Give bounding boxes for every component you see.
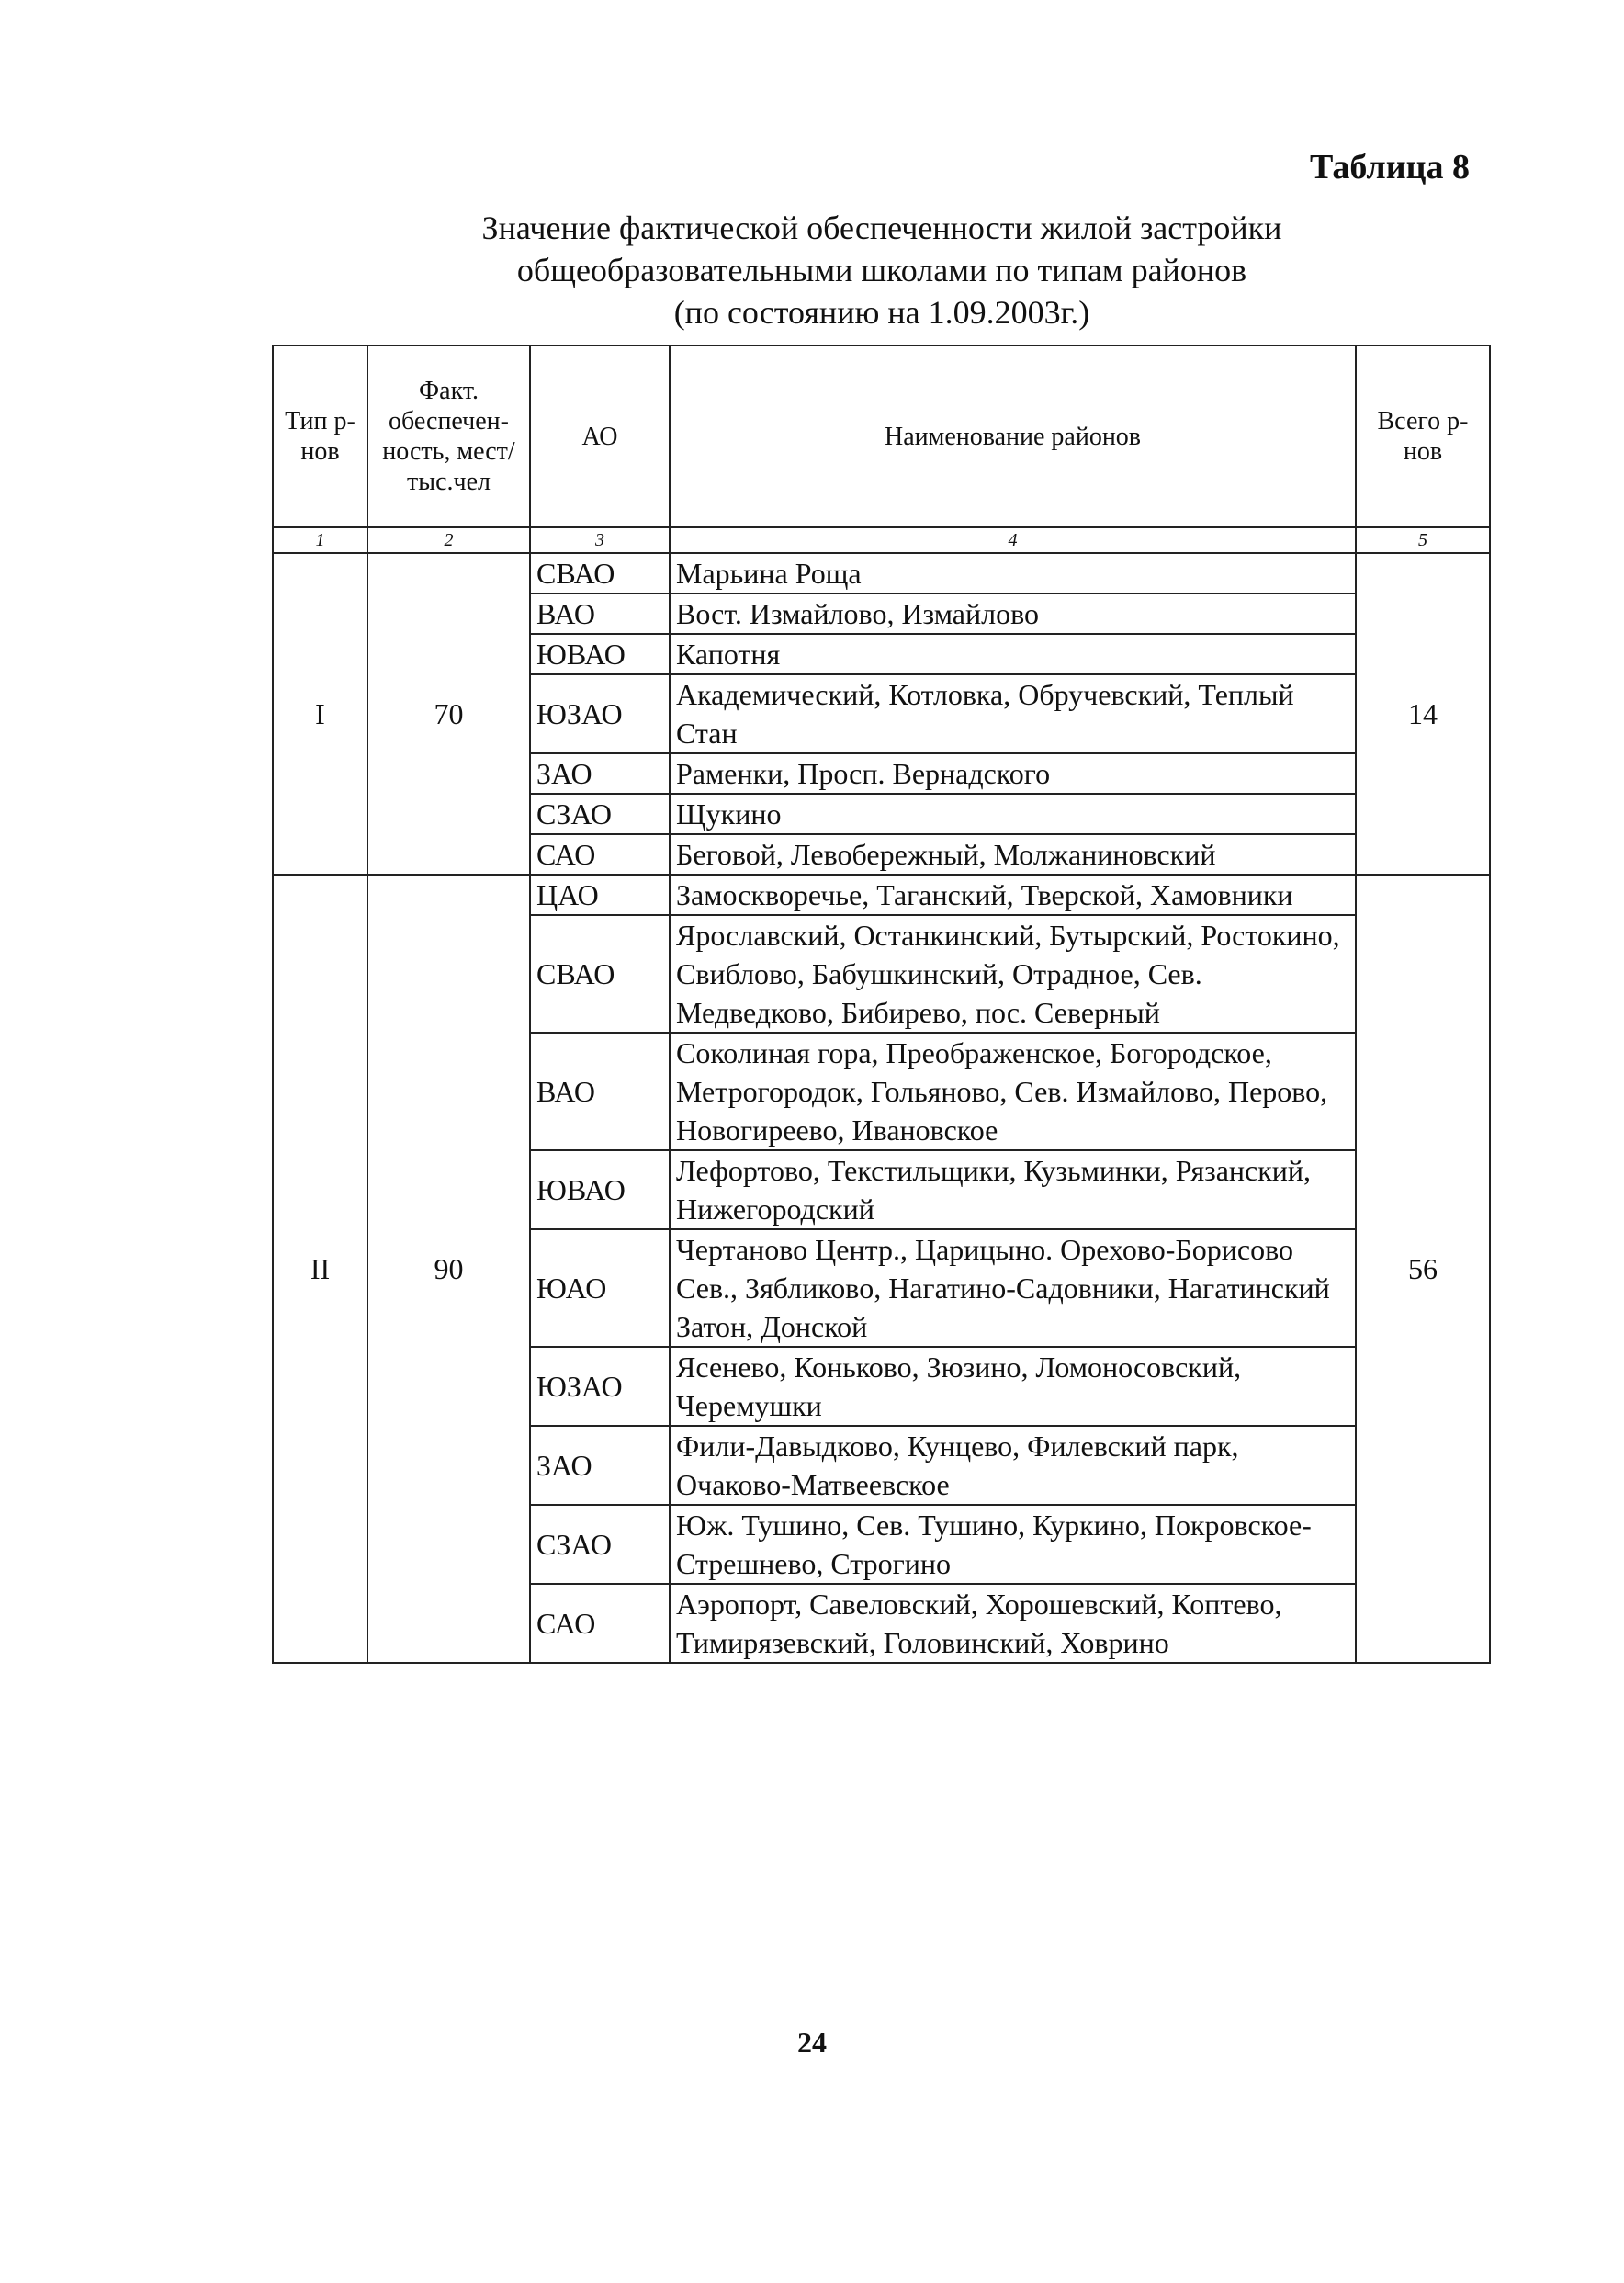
- ao-cell: СЗАО: [530, 1505, 670, 1584]
- ao-cell: СВАО: [530, 553, 670, 593]
- column-number: 5: [1356, 527, 1490, 553]
- districts-cell: Капотня: [670, 634, 1356, 674]
- header-total: Всего р-нов: [1356, 345, 1490, 527]
- districts-cell: Ясенево, Коньково, Зюзино, Ломоносовский, Черемушки: [670, 1347, 1356, 1426]
- column-number: 2: [367, 527, 530, 553]
- header-districts: Наименование районов: [670, 345, 1356, 527]
- page-number: 24: [797, 2026, 827, 2059]
- districts-cell: Фили-Давыдково, Кунцево, Филевский парк, Очаково-Матвеевское: [670, 1426, 1356, 1505]
- districts-cell: Соколиная гора, Преображенское, Богородское, Метрогородок, Гольяново, Сев. Измайлово, Перово, Новогиреево, Ивановское: [670, 1033, 1356, 1150]
- districts-cell: Вост. Измайлово, Измайлово: [670, 593, 1356, 634]
- column-number: 3: [530, 527, 670, 553]
- ao-cell: САО: [530, 834, 670, 875]
- districts-cell: Юж. Тушино, Сев. Тушино, Куркино, Покровское-Стрешнево, Строгино: [670, 1505, 1356, 1584]
- ao-cell: САО: [530, 1584, 670, 1663]
- districts-cell: Чертаново Центр., Царицыно. Орехово-Борисово Сев., Зябликово, Нагатино-Садовники, Нагатинский Затон, Донской: [670, 1229, 1356, 1347]
- districts-cell: Раменки, Просп. Вернадского: [670, 753, 1356, 794]
- table-row: [273, 553, 1490, 593]
- caption-line: (по состоянию на 1.09.2003г.): [673, 294, 1090, 331]
- provision-cell: 70: [367, 553, 530, 875]
- column-number: 1: [273, 527, 367, 553]
- total-cell: 56: [1356, 875, 1490, 1663]
- caption-line: общеобразовательными школами по типам районов: [516, 252, 1247, 288]
- ao-cell: ВАО: [530, 1033, 670, 1150]
- ao-cell: ЦАО: [530, 875, 670, 915]
- header-type: Тип р-нов: [273, 345, 367, 527]
- ao-cell: ВАО: [530, 593, 670, 634]
- table-caption: [276, 207, 1488, 333]
- districts-cell: Беговой, Левобережный, Молжаниновский: [670, 834, 1356, 875]
- districts-cell: Аэропорт, Савеловский, Хорошевский, Коптево, Тимирязевский, Головинский, Ховрино: [670, 1584, 1356, 1663]
- districts-cell: Замоскворечье, Таганский, Тверской, Хамовники: [670, 875, 1356, 915]
- header-provision: Факт. обеспечен-ность, мест/ тыс.чел: [367, 345, 530, 527]
- districts-cell: Лефортово, Текстильщики, Кузьминки, Рязанский, Нижегородский: [670, 1150, 1356, 1229]
- column-number-row: [273, 527, 1490, 553]
- ao-cell: СЗАО: [530, 794, 670, 834]
- type-cell: II: [273, 875, 367, 1663]
- ao-cell: ЮАО: [530, 1229, 670, 1347]
- districts-cell: Марьина Роща: [670, 553, 1356, 593]
- ao-cell: ЗАО: [530, 753, 670, 794]
- ao-cell: ЮЗАО: [530, 1347, 670, 1426]
- ao-cell: ЮВАО: [530, 634, 670, 674]
- provision-cell: 90: [367, 875, 530, 1663]
- caption-line: Значение фактической обеспеченности жилой застройки: [481, 209, 1282, 246]
- total-cell: 14: [1356, 553, 1490, 875]
- type-cell: I: [273, 553, 367, 875]
- districts-cell: Ярославский, Останкинский, Бутырский, Ростокино, Свиблово, Бабушкинский, Отрадное, Сев. Медведково, Бибирево, пос. Северный: [670, 915, 1356, 1033]
- table-row: [273, 875, 1490, 915]
- table-number: Таблица 8: [1309, 148, 1470, 186]
- ao-cell: СВАО: [530, 915, 670, 1033]
- districts-cell: Академический, Котловка, Обручевский, Теплый Стан: [670, 674, 1356, 753]
- header-row: [273, 345, 1490, 527]
- ao-cell: ЮВАО: [530, 1150, 670, 1229]
- column-number: 4: [670, 527, 1356, 553]
- ao-cell: ЗАО: [530, 1426, 670, 1505]
- districts-cell: Щукино: [670, 794, 1356, 834]
- header-ao: АО: [530, 345, 670, 527]
- ao-cell: ЮЗАО: [530, 674, 670, 753]
- provision-table: [272, 345, 1491, 1664]
